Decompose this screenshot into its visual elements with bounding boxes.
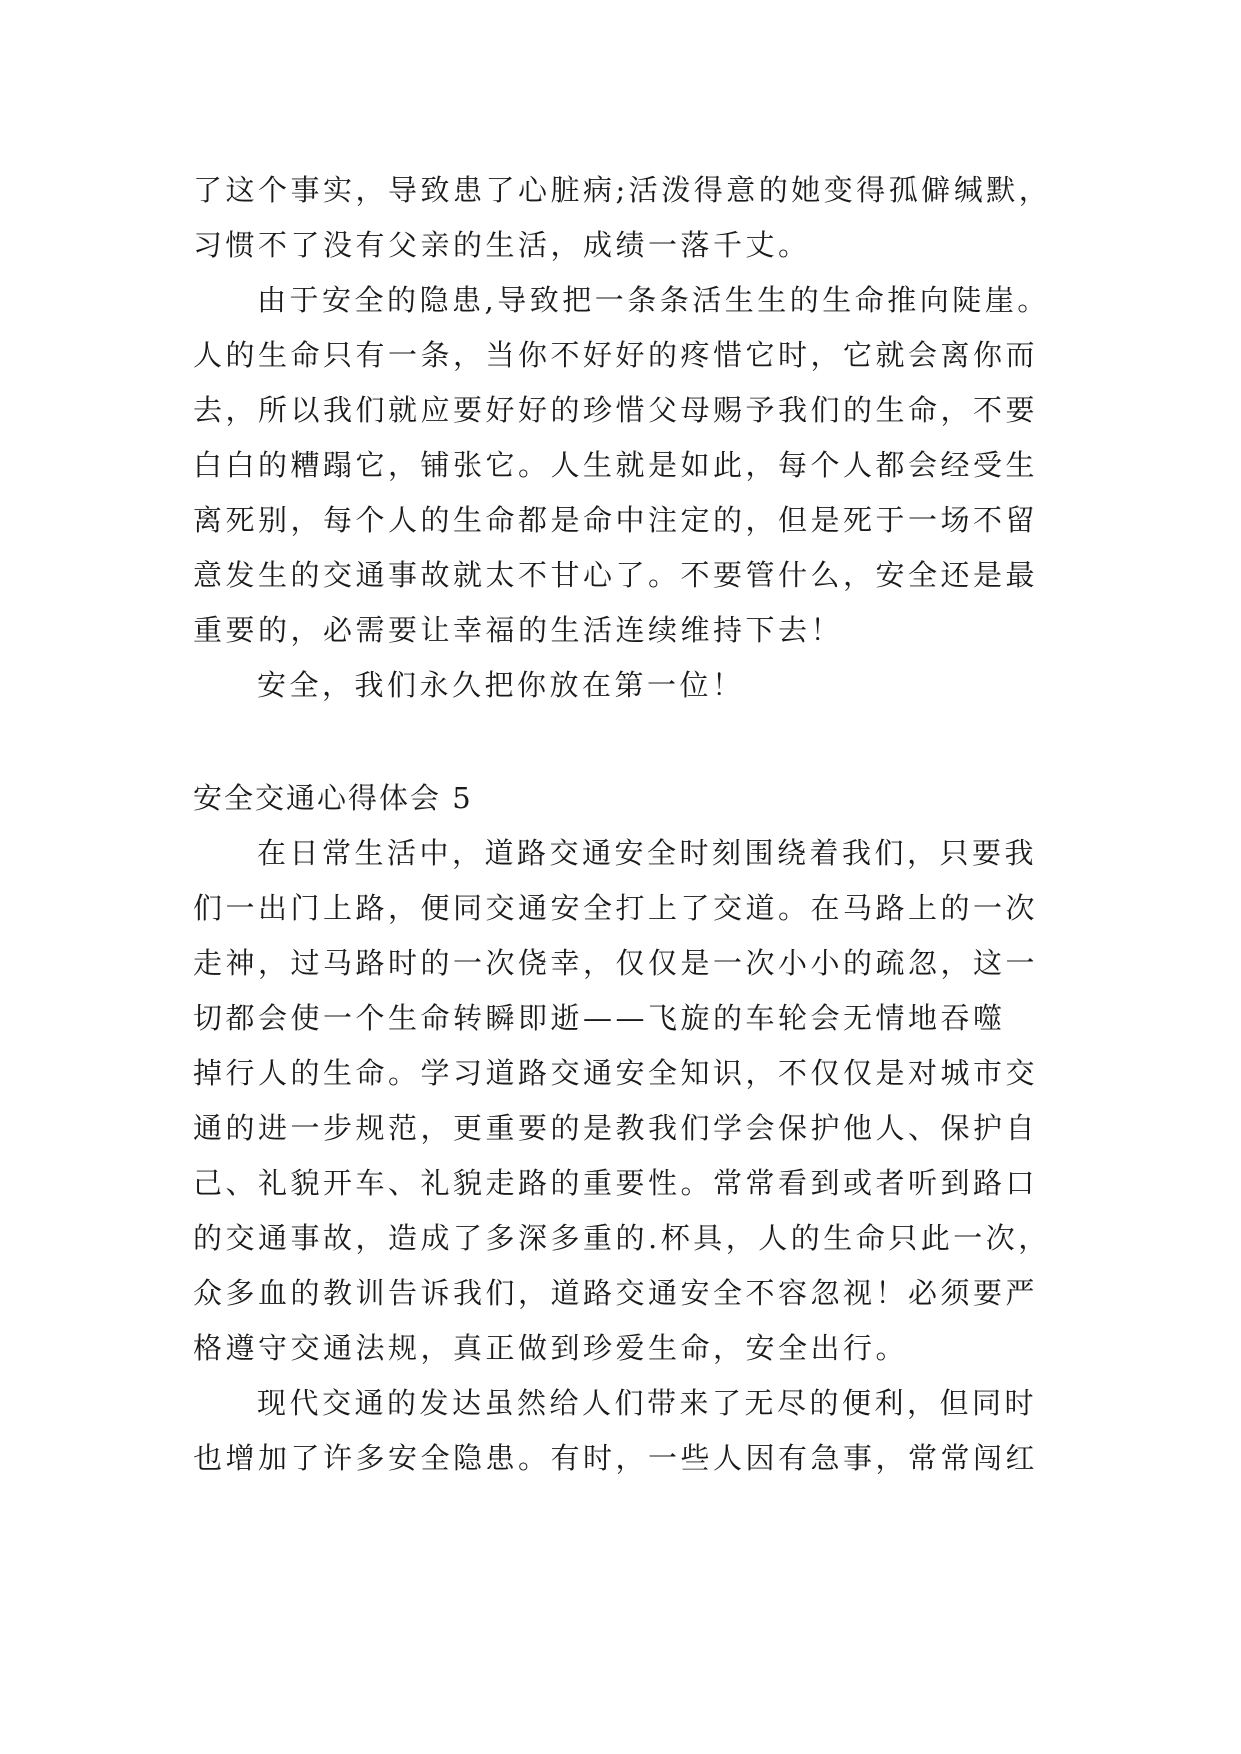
text-line: 意发生的交通事故就太不甘心了。不要管什么，安全还是最 bbox=[193, 558, 1039, 592]
text-line: 众多血的教训告诉我们，道路交通安全不容忽视！必须要严 bbox=[193, 1276, 1039, 1310]
text-line: 通的进一步规范，更重要的是教我们学会保护他人、保护自 bbox=[193, 1111, 1039, 1145]
text-line: 人的生命只有一条，当你不好好的疼惜它时，它就会离你而 bbox=[193, 338, 1039, 372]
paragraph-start-line: 由于安全的隐患,导致把一条条活生生的生命推向陡崖。 bbox=[257, 283, 1050, 317]
text-line: 白白的糟蹋它，铺张它。人生就是如此，每个人都会经受生 bbox=[193, 448, 1039, 482]
paragraph-start-line: 现代交通的发达虽然给人们带来了无尽的便利，但同时 bbox=[257, 1386, 1038, 1420]
text-line: 了这个事实，导致患了心脏病;活泼得意的她变得孤僻缄默， bbox=[193, 173, 1052, 207]
text-line: 的交通事故，造成了多深多重的.杯具，人的生命只此一次， bbox=[193, 1221, 1051, 1255]
text-line: 切都会使一个生命转瞬即逝——飞旋的车轮会无情地吞噬 bbox=[193, 1001, 1006, 1035]
text-line: 习惯不了没有父亲的生活，成绩一落千丈。 bbox=[193, 228, 811, 262]
text-line: 们一出门上路，便同交通安全打上了交道。在马路上的一次 bbox=[193, 891, 1039, 925]
paragraph-start-line: 安全，我们永久把你放在第一位！ bbox=[257, 668, 745, 702]
text-line: 掉行人的生命。学习道路交通安全知识，不仅仅是对城市交 bbox=[193, 1056, 1039, 1090]
text-line: 走神，过马路时的一次侥幸，仅仅是一次小小的疏忽，这一 bbox=[193, 946, 1039, 980]
text-line: 离死别，每个人的生命都是命中注定的，但是死于一场不留 bbox=[193, 503, 1039, 537]
text-line: 己、礼貌开车、礼貌走路的重要性。常常看到或者听到路口 bbox=[193, 1166, 1039, 1200]
text-line: 格遵守交通法规，真正做到珍爱生命，安全出行。 bbox=[193, 1331, 909, 1365]
text-line: 去，所以我们就应要好好的珍惜父母赐予我们的生命，不要 bbox=[193, 393, 1039, 427]
section-heading: 安全交通心得体会 5 bbox=[193, 781, 473, 815]
text-line: 也增加了许多安全隐患。有时，一些人因有急事，常常闯红 bbox=[193, 1441, 1039, 1475]
paragraph-start-line: 在日常生活中，道路交通安全时刻围绕着我们，只要我 bbox=[257, 836, 1038, 870]
text-line: 重要的，必需要让幸福的生活连续维持下去！ bbox=[193, 613, 844, 647]
